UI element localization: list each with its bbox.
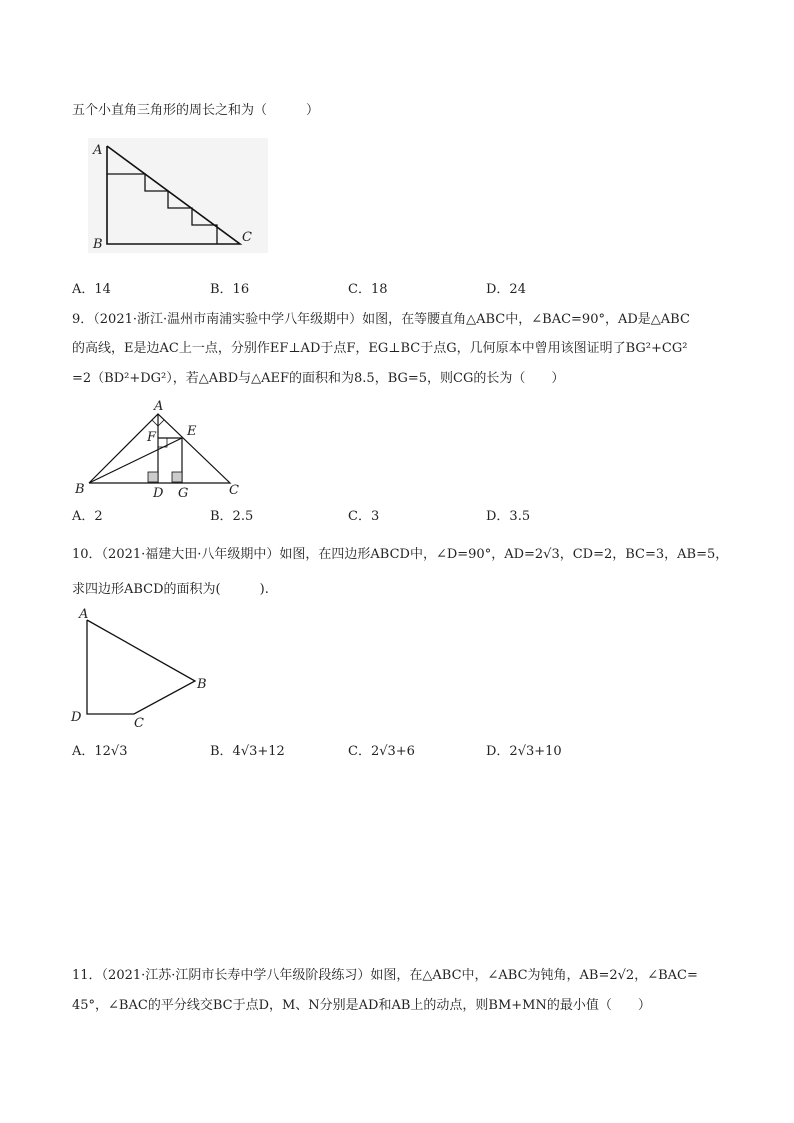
q9-label-a: A [154, 399, 164, 414]
q8-option-c[interactable]: C．18 [348, 282, 388, 297]
q9-label-d: D [153, 486, 164, 501]
q9-line-2: 的高线，E是边AC上一点，分别作EF⊥AD于点F，EG⊥BC于点G，几何原本中曾用该图证明了BG²+CG² [72, 341, 688, 356]
q11-line-2: 45°，∠BAC的平分线交BC于点D，M、N分别是AD和AB上的动点，则BM+MN的最小值（ ） [72, 998, 651, 1013]
q8-option-d[interactable]: D．24 [486, 282, 526, 297]
q9-label-c: C [229, 483, 239, 498]
q9-options [72, 508, 692, 526]
q9-line-1: 9．（2021·浙江·温州市南浦实验中学八年级期中）如图，在等腰直角△ABC中，∠BAC=90°，AD是△ABC [72, 312, 690, 327]
q8-label-b: B [93, 237, 103, 252]
q8-stem: 五个小直角三角形的周长之和为（ ） [72, 103, 320, 118]
q9-option-d[interactable]: D．3.5 [486, 509, 531, 524]
q9-figure [72, 398, 252, 500]
q10-line-2: 求四边形ABCD的面积为( ). [72, 582, 269, 597]
q9-option-a[interactable]: A．2 [72, 509, 103, 524]
q9-label-e: E [187, 424, 197, 439]
q10-option-d[interactable]: D．2√3+10 [486, 744, 562, 759]
q10-label-b: B [197, 677, 207, 692]
q10-label-d: D [71, 710, 82, 725]
q10-label-a: A [79, 607, 89, 622]
q8-option-a[interactable]: A．14 [72, 282, 111, 297]
q8-options [72, 281, 692, 299]
q10-label-c: C [134, 716, 144, 731]
q11-line-1: 11．（2021·江苏·江阴市长寿中学八年级阶段练习）如图，在△ABC中，∠ABC为钝角，AB=2√2，∠BAC= [72, 968, 698, 983]
q9-option-b[interactable]: B．2.5 [210, 509, 254, 524]
q8-label-c: C [242, 230, 252, 245]
q9-label-g: G [178, 486, 189, 501]
q8-figure [88, 138, 268, 253]
q9-line-3: =2（BD²+DG²），若△ABD与△AEF的面积和为8.5，BG=5，则CG的长为（ ） [72, 371, 565, 386]
q10-line-1: 10．（2021·福建大田·八年级期中）如图，在四边形ABCD中，∠D=90°，AD=2√3，CD=2，BC=3，AB=5， [72, 547, 729, 562]
q8-option-b[interactable]: B．16 [210, 282, 250, 297]
q10-option-b[interactable]: B．4√3+12 [210, 744, 285, 759]
q9-option-c[interactable]: C．3 [348, 509, 380, 524]
q8-label-a: A [93, 143, 103, 158]
q9-label-f: F [147, 430, 157, 445]
q9-label-b: B [75, 482, 85, 497]
q10-figure [66, 606, 216, 731]
q10-option-a[interactable]: A．12√3 [72, 744, 128, 759]
q10-options [72, 743, 692, 761]
q10-option-c[interactable]: C．2√3+6 [348, 744, 415, 759]
